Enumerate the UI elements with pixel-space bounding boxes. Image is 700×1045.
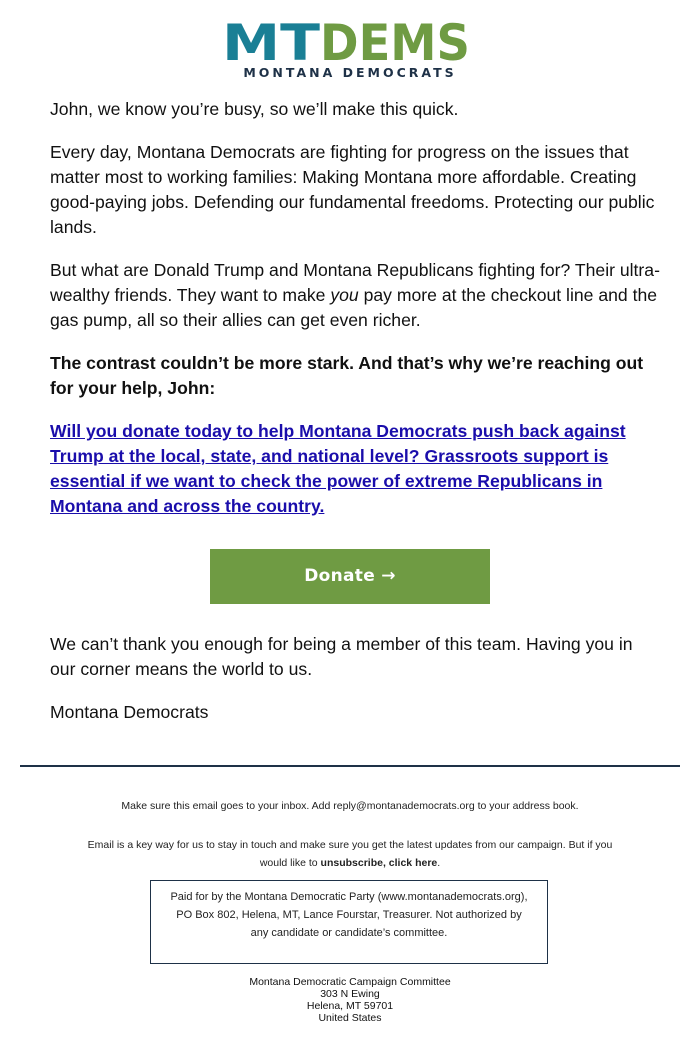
opposition-text-a: But what are Donald Trump and Montana Republicans fighting for? Their ultra-wealthy friends. They want to make — [50, 260, 660, 305]
closing-section — [50, 632, 660, 743]
intro-paragraph: John, we know you’re busy, so we’ll make this quick. — [50, 99, 459, 119]
donate-button-wrap — [210, 549, 490, 604]
logo-dems-text: DEMS — [320, 16, 470, 72]
mission-paragraph: Every day, Montana Democrats are fighting for progress on the issues that matter most to working families: Making Montana more affordable. Creating good-paying jobs. Defending our fundamental freedoms. Protecting our public lands. — [50, 142, 655, 237]
footer-divider — [20, 765, 680, 767]
donate-ask-link[interactable]: Will you donate today to help Montana Democrats push back against Trump at the local, state, and national level? Grassroots support is essential if we want to check the power of extreme Republicans in Montana and across the country. — [50, 421, 626, 516]
logo-subtitle: MONTANA DEMOCRATS — [243, 65, 457, 80]
opposition-text-b: pay more at the checkout line and the gas pump, all so their allies can get even richer. — [50, 285, 658, 330]
paid-for-disclaimer: Paid for by the Montana Democratic Party (www.montanademocrats.org), PO Box 802, Helena, MT, Lance Fourstar, Treasurer. Not authorized by any candidate or candidate’s committee. — [150, 880, 548, 964]
emphasis-you: you — [330, 285, 359, 305]
contrast-paragraph: The contrast couldn’t be more stark. And that’s why we’re reaching out for your help, John: — [50, 353, 644, 398]
logo-mt-text: MT — [222, 16, 320, 72]
updates-text: Email is a key way for us to stay in touch and make sure you get the latest updates from our campaign. But if you would like to — [87, 839, 613, 869]
signoff: Montana Democrats — [50, 702, 209, 722]
email-body — [50, 97, 660, 537]
unsubscribe-link[interactable]: unsubscribe, click here — [320, 857, 438, 869]
unsubscribe-note — [80, 836, 620, 872]
logo-graphic — [220, 16, 480, 82]
mt-dems-logo — [0, 16, 700, 82]
address-country: United States — [318, 1012, 382, 1024]
updates-end: . — [437, 857, 441, 869]
mailing-address — [0, 976, 700, 1024]
thanks-paragraph: We can’t thank you enough for being a member of this team. Having you in our corner means the world to us. — [50, 634, 633, 679]
address-city: Helena, MT 59701 — [306, 1000, 394, 1012]
inbox-note: Make sure this email goes to your inbox. Add reply@montanademocrats.org to your address book. — [121, 800, 579, 812]
address-org: Montana Democratic Campaign Committee — [249, 976, 451, 988]
opposition-paragraph — [50, 258, 660, 333]
address-street: 303 N Ewing — [320, 988, 380, 1000]
ask-paragraph — [50, 419, 660, 519]
donate-button[interactable]: Donate → — [210, 549, 490, 604]
